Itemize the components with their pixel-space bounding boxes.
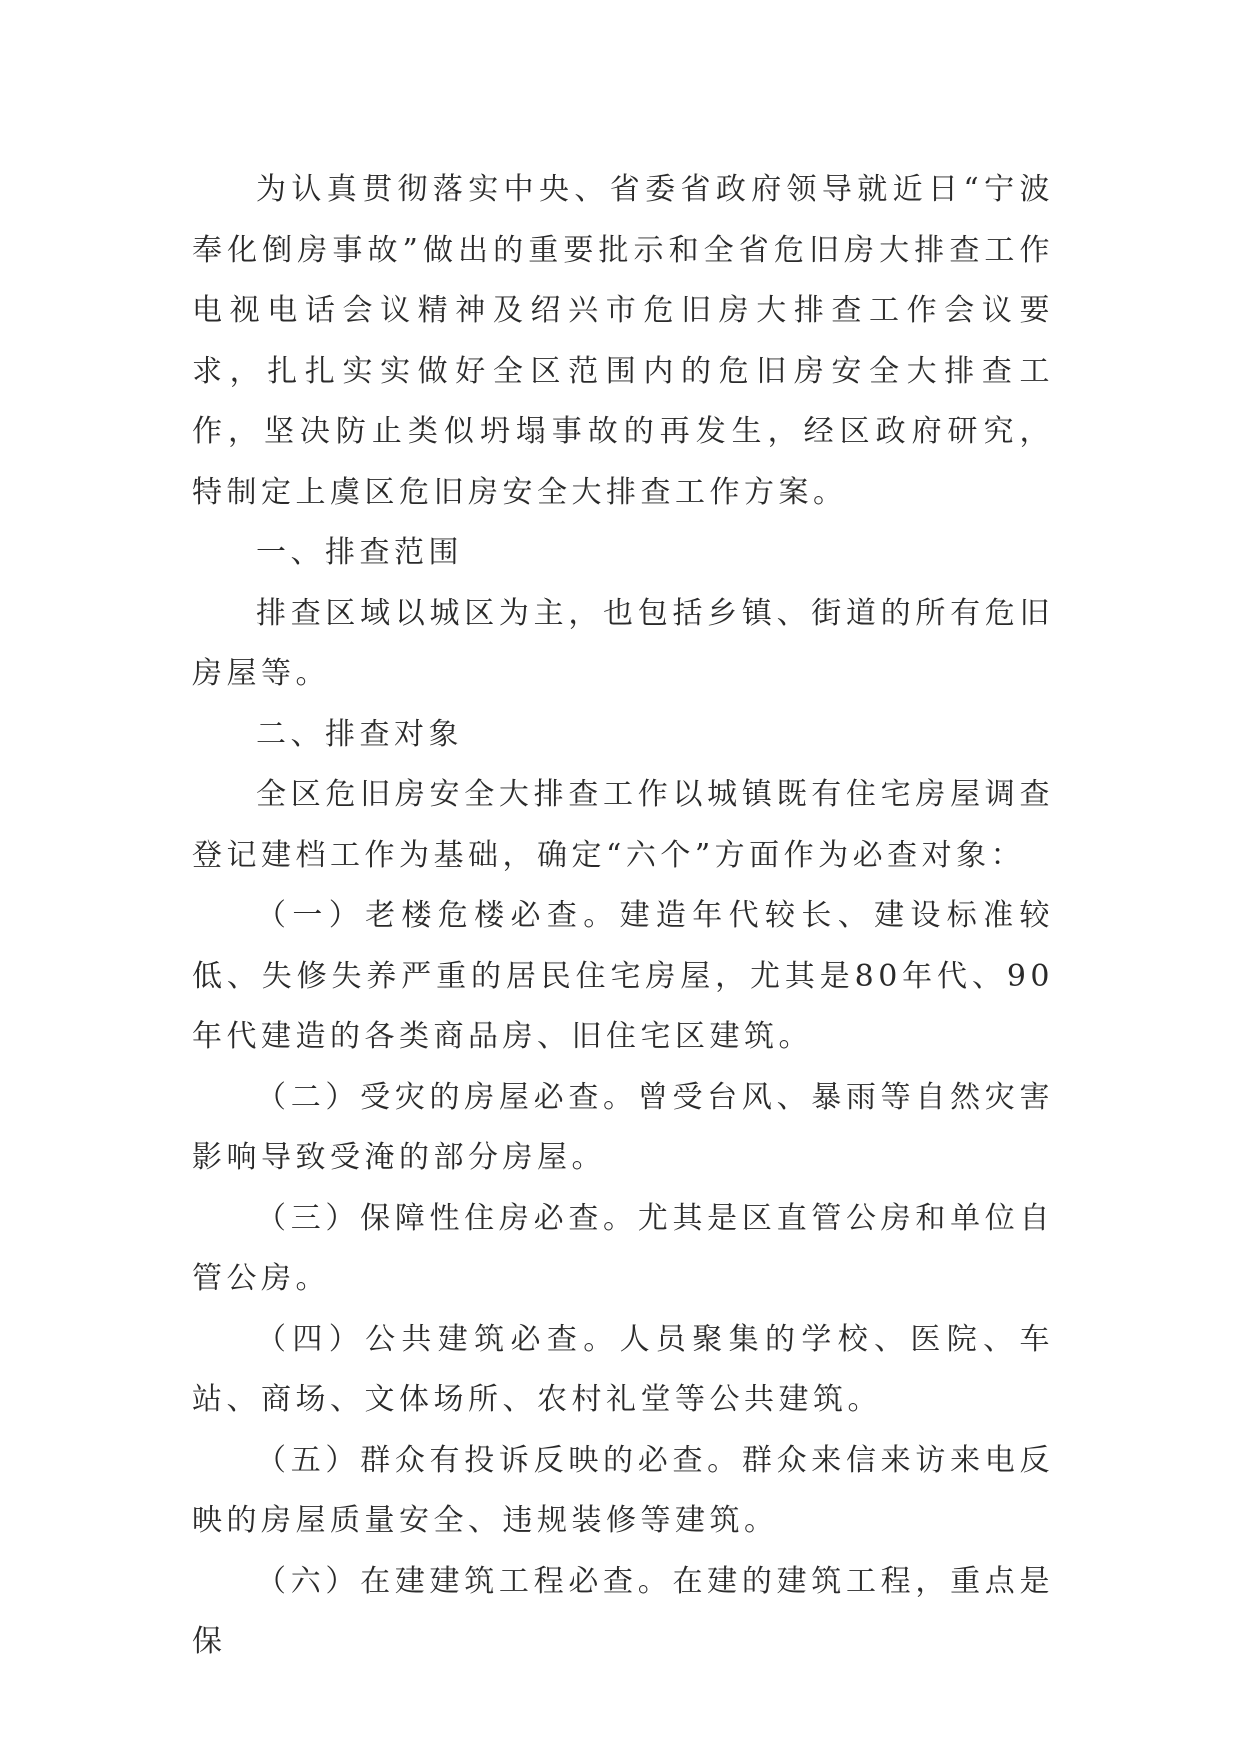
target-item-1: （一）老楼危楼必查。建造年代较长、建设标准较低、失修失养严重的居民住宅房屋，尤其是80年代、90年代建造的各类商品房、旧住宅区建筑。 [192, 898, 1054, 1054]
target-item-6: （六）在建建筑工程必查。在建的建筑工程，重点是保 [192, 1563, 1054, 1659]
section-heading-targets: 二、排查对象 [256, 716, 463, 752]
intro-paragraph: 为认真贯彻落实中央、省委省政府领导就近日“宁波奉化倒房事故”做出的重要批示和全省危旧房大排查工作电视电话会议精神及绍兴市危旧房大排查工作会议要求，扎扎实实做好全区范围内的危旧房安全大排查工作，坚决防止类似坍塌事故的再发生，经区政府研究，特制定上虞区危旧房安全大排查工作方案。 [192, 172, 1054, 510]
section-heading-scope: 一、排查范围 [256, 535, 463, 570]
target-item-3: （三）保障性住房必查。尤其是区直管公房和单位自管公房。 [192, 1200, 1054, 1296]
target-item-5: （五）群众有投诉反映的必查。群众来信来访来电反映的房屋质量安全、违规装修等建筑。 [192, 1442, 1054, 1538]
target-item-4: （四）公共建筑必查。人员聚集的学校、医院、车站、商场、文体场所、农村礼堂等公共建筑。 [192, 1321, 1054, 1417]
targets-paragraph: 全区危旧房安全大排查工作以城镇既有住宅房屋调查登记建档工作为基础，确定“六个”方面作为必查对象： [192, 777, 1054, 873]
target-item-2: （二）受灾的房屋必查。曾受台风、暴雨等自然灾害影响导致受淹的部分房屋。 [192, 1079, 1054, 1175]
document-body [192, 160, 1054, 1673]
scope-paragraph: 排查区域以城区为主，也包括乡镇、街道的所有危旧房屋等。 [192, 595, 1054, 691]
